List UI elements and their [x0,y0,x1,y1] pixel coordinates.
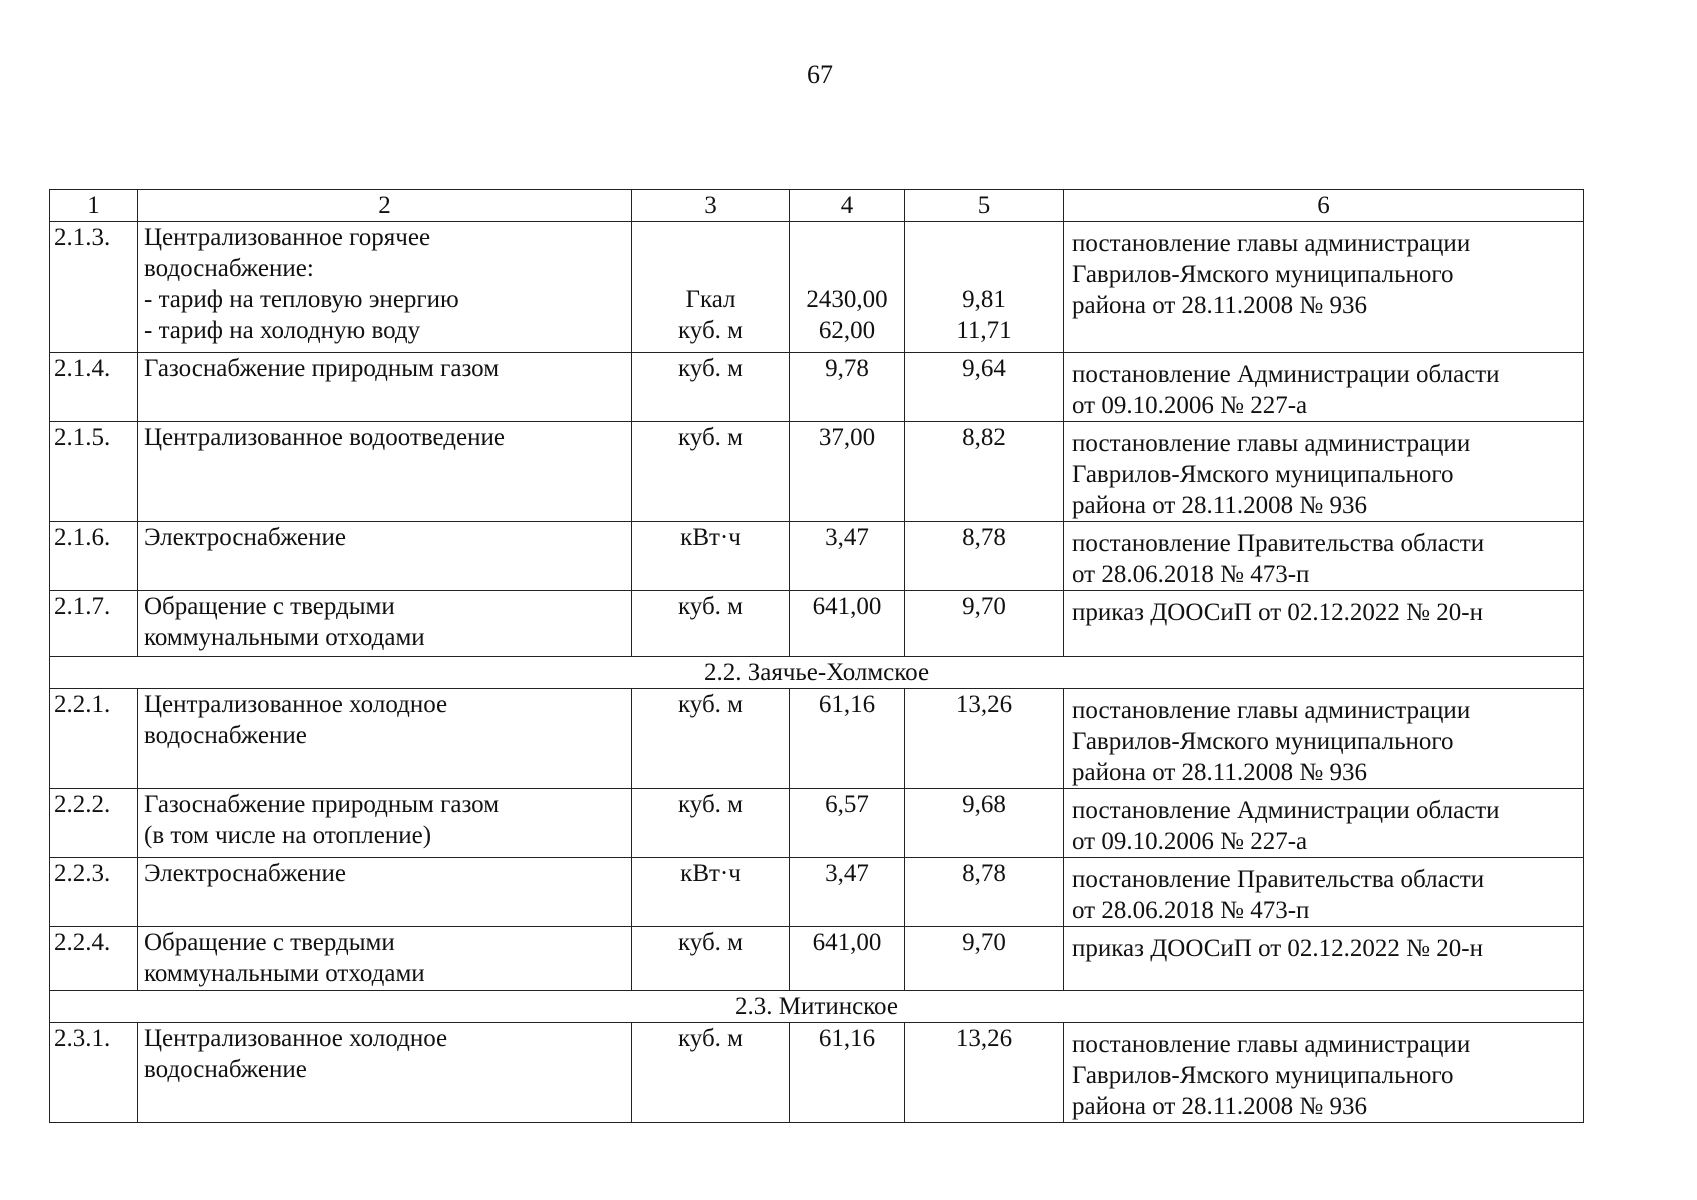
section-row [50,991,1584,1023]
legal-basis-line: постановление главы администрации [1072,430,1471,457]
service-name [138,789,632,858]
legal-basis [1064,858,1584,927]
unit-cell: куб. м [632,422,790,522]
rate-cell: 9,68 [905,789,1064,858]
legal-basis [1064,222,1584,353]
volume-cell: 3,47 [790,858,905,927]
legal-basis [1064,591,1584,657]
volume-line: 62,00 [818,317,876,344]
legal-basis-line: района от 28.11.2008 № 936 [1072,759,1367,786]
row-number: 2.2.3. [50,858,138,927]
volume-cell [790,222,905,353]
service-name [138,222,632,353]
service-name-line: водоснабжение [144,1056,307,1083]
rate-cell: 9,64 [905,353,1064,422]
volume-cell: 3,47 [790,522,905,591]
legal-basis-line: приказ ДООСиП от 02.12.2022 № 20-н [1072,935,1483,962]
column-header: 5 [905,190,1064,222]
volume-line: 2430,00 [806,286,888,313]
service-name-line: Централизованное горячее [144,224,431,251]
legal-basis-line: района от 28.11.2008 № 936 [1072,492,1367,519]
volume-cell: 37,00 [790,422,905,522]
table-row [50,522,1584,591]
page-number: 67 [807,60,833,89]
unit-cell: куб. м [632,689,790,789]
row-number: 2.1.6. [50,522,138,591]
legal-basis [1064,422,1584,522]
legal-basis [1064,927,1584,991]
volume-cell: 641,00 [790,591,905,657]
legal-basis-line: Гаврилов-Ямского муниципального [1072,261,1454,288]
rate-cell: 9,70 [905,927,1064,991]
column-header: 3 [632,190,790,222]
legal-basis [1064,522,1584,591]
unit-cell: куб. м [632,789,790,858]
service-name-line: коммунальными отходами [144,624,425,651]
unit-cell: куб. м [632,927,790,991]
service-name-line: Обращение с твердыми [144,593,395,620]
service-name-line: Электроснабжение [144,524,346,551]
service-name [138,422,632,522]
unit-cell: куб. м [632,353,790,422]
row-number: 2.1.5. [50,422,138,522]
service-name-line: Газоснабжение природным газом [144,791,500,818]
legal-basis-line: постановление главы администрации [1072,1031,1471,1058]
unit-cell: куб. м [632,591,790,657]
row-number: 2.3.1. [50,1023,138,1123]
legal-basis [1064,353,1584,422]
legal-basis-line: от 28.06.2018 № 473-п [1072,561,1310,588]
service-name-line: (в том числе на отопление) [144,822,432,849]
legal-basis [1064,1023,1584,1123]
service-name-line: Электроснабжение [144,860,346,887]
legal-basis-line: постановление главы администрации [1072,697,1471,724]
table-row [50,927,1584,991]
rate-cell [905,222,1064,353]
section-row [50,657,1584,689]
service-name [138,353,632,422]
service-name-line: - тариф на холодную воду [144,317,421,344]
legal-basis-line: района от 28.11.2008 № 936 [1072,292,1367,319]
column-header: 2 [138,190,632,222]
service-name [138,522,632,591]
rate-cell: 13,26 [905,1023,1064,1123]
service-name-line: коммунальными отходами [144,960,425,987]
section-title: 2.2. Заячье-Холмское [50,657,1584,689]
unit-cell: куб. м [632,1023,790,1123]
row-number: 2.1.7. [50,591,138,657]
row-number: 2.2.4. [50,927,138,991]
rate-cell: 13,26 [905,689,1064,789]
legal-basis-line: Гаврилов-Ямского муниципального [1072,728,1454,755]
volume-cell: 6,57 [790,789,905,858]
unit-line: Гкал [685,286,736,313]
rate-line: 11,71 [956,317,1012,344]
service-name [138,689,632,789]
volume-cell: 641,00 [790,927,905,991]
service-name-line: - тариф на тепловую энергию [144,286,459,313]
service-name-line: Централизованное холодное [144,1025,448,1052]
row-number: 2.1.3. [50,222,138,353]
unit-cell: кВт·ч [632,522,790,591]
table-row [50,1023,1584,1123]
column-header: 1 [50,190,138,222]
table-row [50,422,1584,522]
table-row [50,789,1584,858]
table-row [50,222,1584,353]
legal-basis-line: Гаврилов-Ямского муниципального [1072,461,1454,488]
service-name-line: Газоснабжение природным газом [144,355,500,382]
service-name [138,927,632,991]
table-row [50,591,1584,657]
service-name-line: водоснабжение: [144,255,314,282]
rate-cell: 9,70 [905,591,1064,657]
legal-basis-line: приказ ДООСиП от 02.12.2022 № 20-н [1072,599,1483,626]
volume-cell: 9,78 [790,353,905,422]
tariff-table [49,189,1584,1123]
column-header: 4 [790,190,905,222]
legal-basis-line: постановление Администрации области [1072,361,1500,388]
legal-basis-line: района от 28.11.2008 № 936 [1072,1093,1367,1120]
table-row [50,689,1584,789]
legal-basis-line: постановление Администрации области [1072,797,1500,824]
table-header-row [50,190,1584,222]
table-row [50,858,1584,927]
legal-basis-line: постановление Правительства области [1072,530,1485,557]
legal-basis-line: от 09.10.2006 № 227-а [1072,392,1308,419]
section-title: 2.3. Митинское [50,991,1584,1023]
legal-basis-line: постановление главы администрации [1072,230,1471,257]
column-header: 6 [1064,190,1584,222]
service-name-line: Централизованное водоотведение [144,424,505,451]
service-name-line: Обращение с твердыми [144,929,395,956]
legal-basis [1064,689,1584,789]
table-row [50,353,1584,422]
legal-basis [1064,789,1584,858]
unit-cell: кВт·ч [632,858,790,927]
service-name-line: водоснабжение [144,722,307,749]
rate-line: 9,81 [962,286,1006,313]
volume-cell: 61,16 [790,689,905,789]
legal-basis-line: постановление Правительства области [1072,866,1485,893]
row-number: 2.2.2. [50,789,138,858]
service-name [138,591,632,657]
row-number: 2.1.4. [50,353,138,422]
legal-basis-line: Гаврилов-Ямского муниципального [1072,1062,1454,1089]
unit-line: куб. м [677,317,743,344]
legal-basis-line: от 09.10.2006 № 227-а [1072,828,1308,855]
legal-basis-line: от 28.06.2018 № 473-п [1072,897,1310,924]
service-name-line: Централизованное холодное [144,691,448,718]
unit-cell [632,222,790,353]
rate-cell: 8,82 [905,422,1064,522]
row-number: 2.2.1. [50,689,138,789]
volume-cell: 61,16 [790,1023,905,1123]
service-name [138,858,632,927]
service-name [138,1023,632,1123]
rate-cell: 8,78 [905,858,1064,927]
rate-cell: 8,78 [905,522,1064,591]
